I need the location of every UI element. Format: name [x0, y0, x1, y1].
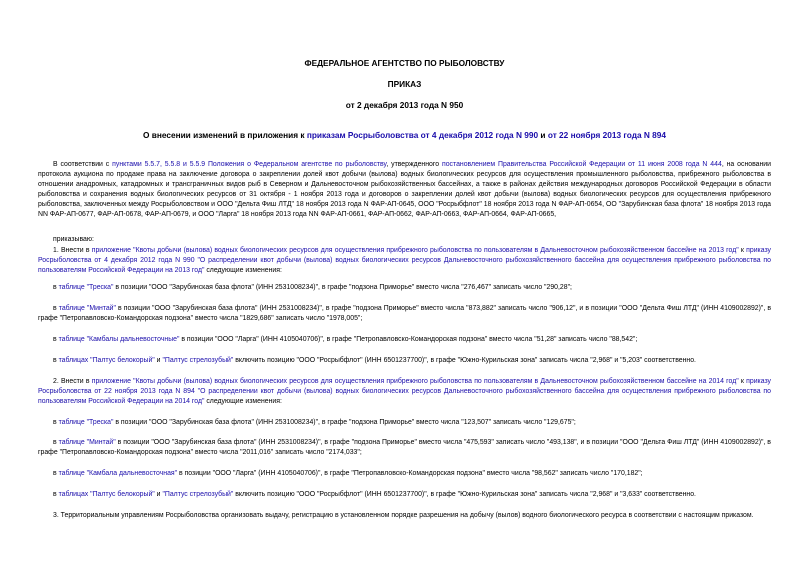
link-table-halibut-white[interactable]: таблицах "Палтус белокорый" [58, 357, 155, 364]
order-word: приказываю: [53, 236, 94, 243]
link-table-flounder[interactable]: таблице "Камбала дальневосточная" [58, 470, 178, 477]
item-1-change: в таблице "Минтай" в позиции "ООО "Зарубинская база флота" (ИНН 2531008234)", в графе "подзона Приморье" вместо числа "873,882" записать число "906,12", и в позиции "ООО "Дельта Фиш ЛТД" (ИНН 4109002892)", в графе "Петропавловско-Командорская подзона" вместо числа "1829,686" записать число "1978,005"; [38, 305, 771, 323]
item-3-paragraph: 3. Территориальным управлениям Росрыболовства организовать выдачу, регистрацию в установленном порядке разрешения на добычу (вылов) водного биологического ресурса в соответствии с настоящим приказом. [53, 512, 754, 519]
item-1-change: в таблице "Камбалы дальневосточные" в позиции "ООО "Ларга" (ИНН 4105040706)", в графе "Петропавловско-Командорская подзона" вместо числа "51,28" записать число "88,542"; [53, 336, 638, 343]
link-table-cod[interactable]: таблице "Треска" [58, 284, 114, 291]
title-link-order-894[interactable]: от 22 ноября 2013 года N 894 [547, 130, 667, 140]
link-table-cod[interactable]: таблице "Треска" [58, 419, 114, 426]
link-order-894[interactable]: приказу Росрыболовства от 22 ноября 2013 года N 894 "О распределении квот добычи (вылова) водных биологических ресурсов Дальневосточного рыбохозяйственного бассейна для осуществления прибрежного рыболовства по пользователям Российской Федерации на 2014 год" [38, 378, 771, 406]
item-2-paragraph: 2. Внести в приложение "Квоты добычи (вылова) водных биологических ресурсов для осуществления прибрежного рыболовства по пользователям в Дальневосточном рыбохозяйственном бассейне на 2014 год" к приказу Росрыболовства от 22 ноября 2013 года N 894 "О распределении квот добычи (вылова) водных биологических ресурсов Дальневосточного рыбохозяйственного бассейна для осуществления прибрежного рыболовства по пользователям Российской Федерации на 2014 год" следующие изменения: [38, 378, 771, 406]
link-table-pollock[interactable]: таблице "Минтай" [58, 305, 116, 312]
link-government-decree[interactable]: постановлением Правительства Российской Федерации от 11 июня 2008 года N 444 [441, 161, 722, 168]
link-table-pollock[interactable]: таблице "Минтай" [58, 439, 116, 446]
item-1-change: в таблицах "Палтус белокорый" и "Палтус стрелозубый" включить позицию "ООО "Росрыбфлот" (ИНН 6501237700)", в графе "Южно-Курильская зона" записать числа "2,968" и "5,203" соответственно. [53, 357, 696, 364]
item-2-change: в таблице "Минтай" в позиции "ООО "Зарубинская база флота" (ИНН 2531008234)", в графе "подзона Приморье" вместо числа "475,593" записать число "493,138", и в позиции "ООО "Дельта Фиш ЛТД" (ИНН 4109002892)", в графе "Петропавловско-Командорская подзона" вместо числа "2011,016" записать число "2174,033"; [38, 439, 771, 457]
item-2-change: в таблицах "Палтус белокорый" и "Палтус стрелозубый" включить позицию "ООО "Росрыбфлот" (ИНН 6501237700)", в графе "Южно-Курильская зона" записать числа "2,968" и "3,633" соответственно. [53, 491, 696, 498]
link-order-990[interactable]: приказу Росрыболовства от 4 декабря 2012 года N 990 "О распределении квот добычи (вылова) водных биологических ресурсов Дальневосточного рыбохозяйственного бассейна для осуществления прибрежного рыболовства по пользователям Российской Федерации на 2013 год" [38, 247, 771, 275]
document-type: ПРИКАЗ [387, 79, 422, 89]
link-table-halibut-white[interactable]: таблицах "Палтус белокорый" [58, 491, 155, 498]
link-table-flounder[interactable]: таблице "Камбалы дальневосточные" [58, 336, 180, 343]
link-table-halibut-arrowtooth[interactable]: "Палтус стрелозубый" [162, 491, 234, 498]
document-date-number: от 2 декабря 2013 года N 950 [345, 100, 464, 110]
document-title: О внесении изменений в приложения к приказам Росрыболовства от 4 декабря 2012 года N 990 и от 22 ноября 2013 года N 894 [142, 130, 667, 140]
item-1-change: в таблице "Треска" в позиции "ООО "Зарубинская база флота" (ИНН 2531008234)", в графе "подзона Приморье" вместо числа "276,467" записать число "290,28"; [53, 284, 572, 291]
item-1-paragraph: 1. Внести в приложение "Квоты добычи (вылова) водных биологических ресурсов для осуществления прибрежного рыболовства по пользователям в Дальневосточном рыбохозяйственном бассейне на 2013 год" к приказу Росрыболовства от 4 декабря 2012 года N 990 "О распределении квот добычи (вылова) водных биологических ресурсов Дальневосточного рыбохозяйственного бассейна для осуществления прибрежного рыболовства по пользователям Российской Федерации на 2013 год" следующие изменения: [38, 247, 771, 275]
agency-heading: ФЕДЕРАЛЬНОЕ АГЕНТСТВО ПО РЫБОЛОВСТВУ [304, 58, 505, 68]
link-regulation-points[interactable]: пунктами 5.5.7, 5.5.8 и 5.5.9 Положения о Федеральном агентстве по рыболовству [112, 161, 387, 168]
link-table-halibut-arrowtooth[interactable]: "Палтус стрелозубый" [162, 357, 234, 364]
item-2-change: в таблице "Камбала дальневосточная" в позиции "ООО "Ларга" (ИНН 4105040706)", в графе "Петропавловско-Командорская подзона" вместо числа "98,562" записать число "170,182"; [53, 470, 643, 477]
item-2-change: в таблице "Треска" в позиции "ООО "Зарубинская база флота" (ИНН 2531008234)", в графе "подзона Приморье" вместо числа "123,507" записать число "129,675"; [53, 419, 576, 426]
link-appendix-2013[interactable]: приложение "Квоты добычи (вылова) водных биологических ресурсов для осуществления прибрежного рыболовства по пользователям в Дальневосточном рыбохозяйственном бассейне на 2013 год" [91, 247, 739, 254]
preamble-paragraph: В соответствии с пунктами 5.5.7, 5.5.8 и 5.5.9 Положения о Федеральном агентстве по рыболовству, утвержденного постановлением Правительства Российской Федерации от 11 июня 2008 года N 444, на основании протокола аукциона по продаже права на заключение договора о закреплении долей квот добычи (вылова) водных биологических ресурсов для осуществления промышленного рыболовства, прибрежного рыболовства в отношении анадромных, катадромных и трансграничных видов рыб в Северном и Дальневосточном рыбохозяйственных бассейнах, а также в районах действия международных договоров Российской Федерации в области рыболовства и сохранения водных биологических ресурсов от 31 октября - 1 ноября 2013 года и договоров о закреплении долей квот добычи (вылова) водных биологических ресурсов для осуществления прибрежного рыболовства, заключенных между Росрыболовством и ООО "Дельта Фиш ЛТД" 18 ноября 2013 года N ФАР-АП-0645, ООО "Росрыбфлот" 18 ноября 2013 года N ФАР-АП-0654, ОО "Зарубинская база флота" 18 ноября 2013 года NN ФАР-АП-0677, ФАР-АП-0678, ФАР-АП-0679, и ООО "Ларга" 18 ноября 2013 года NN ФАР-АП-0661, ФАР-АП-0662, ФАР-АП-0663, ФАР-АП-0664, ФАР-АП-0665, [38, 161, 771, 219]
title-link-order-990[interactable]: приказам Росрыболовства от 4 декабря 2012 года N 990 [306, 130, 539, 140]
link-appendix-2014[interactable]: приложение "Квоты добычи (вылова) водных биологических ресурсов для осуществления прибрежного рыболовства по пользователям в Дальневосточном рыбохозяйственном бассейне на 2014 год" [91, 378, 739, 385]
